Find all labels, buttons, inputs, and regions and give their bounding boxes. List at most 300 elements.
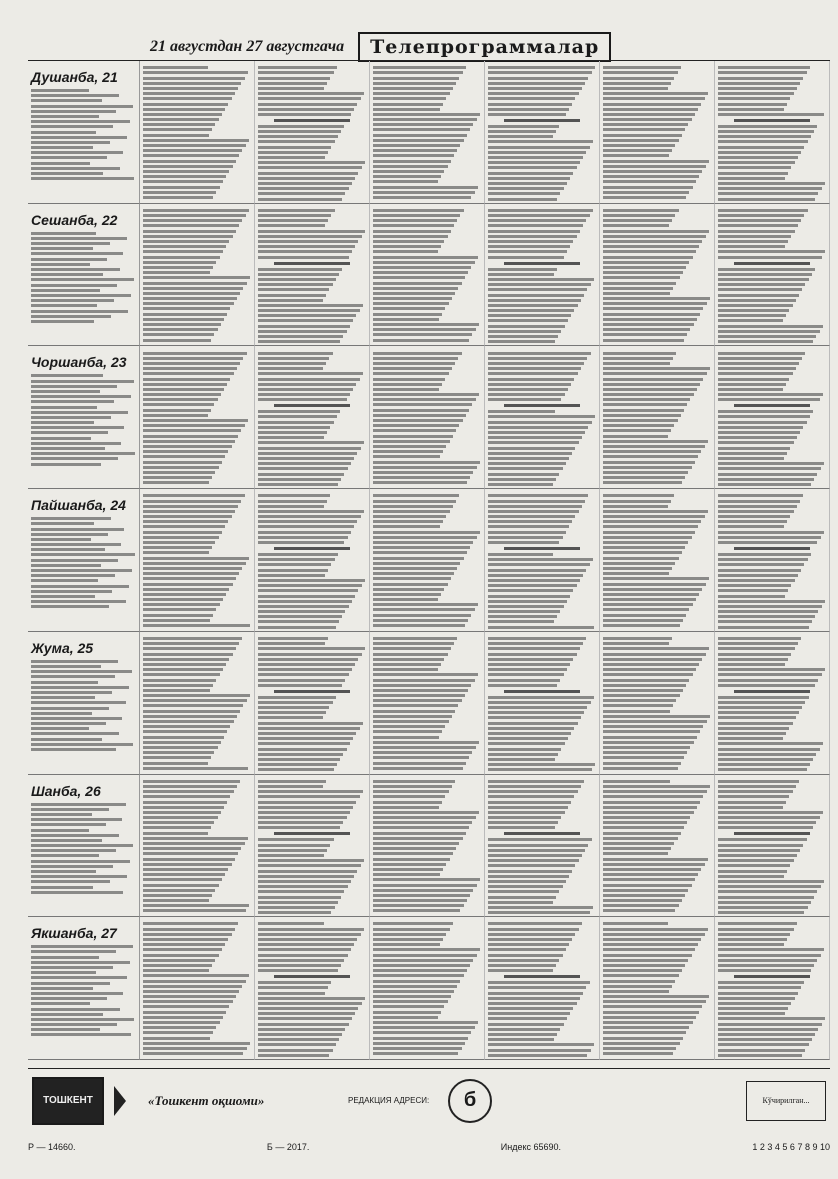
text-line xyxy=(143,837,248,840)
text-line xyxy=(488,462,566,465)
text-line xyxy=(603,624,680,627)
text-line xyxy=(143,974,249,977)
text-line xyxy=(373,214,460,217)
schedule-cell xyxy=(715,61,830,204)
text-line xyxy=(373,307,445,310)
text-line xyxy=(718,716,796,719)
text-line xyxy=(373,160,451,163)
text-line xyxy=(258,182,352,185)
text-line xyxy=(31,125,113,128)
text-line xyxy=(603,689,683,692)
text-line xyxy=(258,357,329,360)
text-line xyxy=(718,922,797,925)
text-line xyxy=(718,130,814,133)
text-line xyxy=(143,790,234,793)
arrow-icon xyxy=(114,1086,138,1116)
text-line xyxy=(143,909,246,912)
text-line xyxy=(718,209,808,212)
text-line xyxy=(488,780,584,783)
text-line xyxy=(373,71,463,74)
text-line xyxy=(143,445,232,448)
text-line xyxy=(603,736,697,739)
text-line xyxy=(258,224,325,227)
text-line xyxy=(143,964,212,967)
text-line xyxy=(143,123,215,126)
text-line xyxy=(31,1023,117,1026)
text-line xyxy=(31,675,115,678)
text-line xyxy=(143,191,216,194)
text-line xyxy=(603,756,684,759)
text-line xyxy=(373,520,443,523)
text-line xyxy=(603,435,668,438)
text-line xyxy=(373,261,475,264)
text-line xyxy=(718,742,823,745)
text-line xyxy=(258,309,360,312)
text-line xyxy=(143,393,221,396)
text-line xyxy=(143,704,243,707)
text-line xyxy=(143,572,239,575)
text-line xyxy=(734,119,810,122)
text-line xyxy=(718,574,798,577)
text-line xyxy=(31,982,110,985)
text-line xyxy=(373,154,454,157)
text-line xyxy=(488,325,565,328)
text-line xyxy=(31,880,110,883)
text-line xyxy=(31,590,112,593)
text-line xyxy=(603,751,687,754)
text-line xyxy=(488,478,556,481)
text-line xyxy=(734,690,810,693)
text-line xyxy=(603,429,671,432)
text-line xyxy=(143,302,234,305)
text-line xyxy=(258,880,351,883)
text-line xyxy=(274,832,350,835)
text-line xyxy=(603,653,706,656)
text-line xyxy=(373,790,449,793)
schedule-cell xyxy=(485,917,600,1060)
text-line xyxy=(488,933,575,936)
text-line xyxy=(488,452,572,455)
text-line xyxy=(258,1023,349,1026)
text-line xyxy=(603,276,680,279)
text-line xyxy=(603,450,701,453)
text-line xyxy=(143,414,208,417)
text-line xyxy=(603,235,706,238)
schedule-cell xyxy=(140,917,255,1060)
text-line xyxy=(373,256,478,259)
text-line xyxy=(258,340,340,343)
text-line xyxy=(373,362,455,365)
text-line xyxy=(603,175,699,178)
text-line xyxy=(718,182,825,185)
text-line xyxy=(373,510,450,513)
text-line xyxy=(373,868,443,871)
text-line xyxy=(31,237,127,240)
text-line xyxy=(603,440,708,443)
text-line xyxy=(143,567,242,570)
text-line xyxy=(258,447,361,450)
text-line xyxy=(488,330,561,333)
text-line xyxy=(488,885,563,888)
text-line xyxy=(373,191,475,194)
text-line xyxy=(603,230,709,233)
text-line xyxy=(258,304,363,307)
text-line xyxy=(718,875,784,878)
text-line xyxy=(603,943,698,946)
text-line xyxy=(143,409,211,412)
text-line xyxy=(373,873,440,876)
text-line xyxy=(603,71,678,74)
text-line xyxy=(488,383,571,386)
text-line xyxy=(373,398,476,401)
text-line xyxy=(488,372,578,375)
text-line xyxy=(603,762,681,765)
text-line xyxy=(488,87,582,90)
text-line xyxy=(258,642,325,645)
text-line xyxy=(143,92,235,95)
text-line xyxy=(258,574,325,577)
text-line xyxy=(373,175,441,178)
text-line xyxy=(488,1054,587,1057)
text-line xyxy=(718,294,799,297)
text-line xyxy=(373,224,454,227)
text-line xyxy=(488,880,566,883)
text-line xyxy=(143,780,240,783)
text-line xyxy=(488,77,588,80)
text-line xyxy=(31,823,106,826)
text-line xyxy=(603,928,708,931)
text-line xyxy=(373,821,472,824)
text-line xyxy=(718,415,810,418)
text-line xyxy=(31,559,118,562)
text-line xyxy=(603,715,710,718)
text-line xyxy=(734,404,810,407)
text-line xyxy=(373,1031,471,1034)
text-line xyxy=(603,868,701,871)
text-line xyxy=(143,684,213,687)
text-line xyxy=(31,1028,100,1031)
text-line xyxy=(488,668,567,671)
text-line xyxy=(258,875,354,878)
text-line xyxy=(718,240,788,243)
text-line xyxy=(488,1007,573,1010)
text-line xyxy=(603,409,684,412)
text-line xyxy=(718,372,793,375)
text-line xyxy=(373,403,472,406)
text-line xyxy=(143,318,224,321)
text-line xyxy=(504,975,580,978)
schedule-cell xyxy=(140,489,255,632)
text-line xyxy=(31,146,93,149)
text-line xyxy=(143,801,227,804)
text-line xyxy=(143,466,219,469)
text-line xyxy=(31,263,90,266)
text-line xyxy=(31,528,124,531)
text-line xyxy=(373,884,477,887)
text-line xyxy=(258,500,327,503)
text-line xyxy=(143,614,213,617)
text-line xyxy=(258,816,347,819)
day-label xyxy=(28,632,140,775)
text-line xyxy=(258,959,344,962)
text-line xyxy=(603,1026,689,1029)
text-line xyxy=(31,421,94,424)
text-line xyxy=(258,146,331,149)
text-line xyxy=(31,717,122,720)
text-line xyxy=(603,219,672,222)
text-line xyxy=(373,328,476,331)
text-line xyxy=(373,455,440,458)
text-line xyxy=(373,710,455,713)
text-line xyxy=(373,505,453,508)
text-line xyxy=(258,553,338,556)
text-line xyxy=(258,748,347,751)
text-line xyxy=(488,156,583,159)
text-line xyxy=(258,890,344,893)
text-line xyxy=(603,388,697,391)
text-line xyxy=(488,209,593,212)
text-line xyxy=(718,711,799,714)
text-line xyxy=(258,161,365,164)
text-line xyxy=(31,380,134,383)
text-line xyxy=(31,452,135,455)
schedule-cell xyxy=(715,346,830,489)
text-line xyxy=(143,541,215,544)
text-line xyxy=(603,191,689,194)
text-line xyxy=(31,738,102,741)
text-line xyxy=(31,533,108,536)
text-line xyxy=(373,1011,441,1014)
text-line xyxy=(718,309,789,312)
text-line xyxy=(143,608,216,611)
text-line xyxy=(31,278,134,281)
text-line xyxy=(31,1002,90,1005)
text-line xyxy=(603,481,682,484)
text-line xyxy=(718,1038,812,1041)
text-line xyxy=(258,505,324,508)
text-line xyxy=(488,864,575,867)
text-line xyxy=(718,821,816,824)
text-line xyxy=(718,335,816,338)
text-line xyxy=(718,494,803,497)
text-line xyxy=(143,852,238,855)
text-line xyxy=(603,318,697,321)
text-line xyxy=(488,806,568,809)
text-line xyxy=(734,975,810,978)
text-line xyxy=(718,214,804,217)
text-line xyxy=(718,589,788,592)
text-line xyxy=(143,767,248,770)
text-line xyxy=(143,878,222,881)
text-line xyxy=(373,149,457,152)
text-line xyxy=(734,262,810,265)
text-line xyxy=(373,435,453,438)
schedule-cell xyxy=(715,632,830,775)
text-line xyxy=(143,673,220,676)
text-line xyxy=(373,608,475,611)
text-line xyxy=(143,756,211,759)
text-line xyxy=(373,108,440,111)
text-line xyxy=(488,288,587,291)
text-line xyxy=(258,653,362,656)
text-line xyxy=(258,314,356,317)
text-line xyxy=(488,304,578,307)
text-line xyxy=(373,785,452,788)
text-line xyxy=(31,992,123,995)
text-line xyxy=(31,945,133,948)
text-line xyxy=(143,647,236,650)
text-line xyxy=(718,844,803,847)
text-line xyxy=(718,187,822,190)
text-line xyxy=(258,826,340,829)
text-line xyxy=(488,1012,570,1015)
text-line xyxy=(718,811,823,814)
text-line xyxy=(488,1038,554,1041)
schedule-cell xyxy=(370,917,485,1060)
text-line xyxy=(373,1016,438,1019)
text-line xyxy=(718,637,801,640)
schedule-cell xyxy=(255,917,370,1060)
text-line xyxy=(258,901,338,904)
text-line xyxy=(143,679,216,682)
text-line xyxy=(31,437,91,440)
text-line xyxy=(31,141,110,144)
text-line xyxy=(31,310,128,313)
text-line xyxy=(718,981,804,984)
schedule-cell xyxy=(140,632,255,775)
text-line xyxy=(143,603,220,606)
text-line xyxy=(143,435,238,438)
paper-name: «Тошкент оқшоми» xyxy=(148,1092,265,1108)
text-line xyxy=(373,653,448,656)
text-line xyxy=(373,271,468,274)
text-line xyxy=(143,113,222,116)
text-line xyxy=(603,647,709,650)
text-line xyxy=(258,483,338,486)
text-line xyxy=(258,87,324,90)
text-line xyxy=(718,447,790,450)
schedule-cell xyxy=(600,61,715,204)
text-line xyxy=(488,579,580,582)
text-line xyxy=(718,992,798,995)
text-line xyxy=(143,663,226,666)
text-line xyxy=(718,250,825,253)
text-line xyxy=(373,378,445,381)
text-line xyxy=(373,969,467,972)
text-line xyxy=(373,383,442,386)
text-line xyxy=(258,166,362,169)
text-line xyxy=(488,954,563,957)
text-line xyxy=(488,224,583,227)
text-line xyxy=(603,333,687,336)
text-line xyxy=(143,730,227,733)
text-line xyxy=(373,1052,458,1055)
text-line xyxy=(488,595,570,598)
text-line xyxy=(143,461,222,464)
text-line xyxy=(603,557,679,560)
text-line xyxy=(603,837,678,840)
text-line xyxy=(718,701,805,704)
text-line xyxy=(504,832,580,835)
text-line xyxy=(143,333,214,336)
text-line xyxy=(143,899,209,902)
text-line xyxy=(603,1037,683,1040)
text-line xyxy=(258,663,355,666)
text-line xyxy=(488,240,573,243)
text-line xyxy=(718,943,784,946)
text-line xyxy=(488,357,587,360)
text-line xyxy=(31,849,116,852)
text-line xyxy=(718,135,811,138)
text-line xyxy=(718,362,799,365)
text-line xyxy=(258,172,358,175)
text-line xyxy=(31,115,99,118)
text-line xyxy=(258,1033,342,1036)
text-line xyxy=(488,515,575,518)
text-line xyxy=(373,889,473,892)
text-line xyxy=(603,339,684,342)
text-line xyxy=(373,97,446,100)
text-line xyxy=(31,987,93,990)
text-line xyxy=(718,172,788,175)
text-line xyxy=(258,711,326,714)
text-line xyxy=(258,426,330,429)
text-line xyxy=(274,547,350,550)
text-line xyxy=(603,725,703,728)
text-line xyxy=(603,710,670,713)
text-line xyxy=(143,577,236,580)
text-line xyxy=(258,398,347,401)
text-line xyxy=(31,1013,103,1016)
text-line xyxy=(718,801,786,804)
text-line xyxy=(718,928,794,931)
text-line xyxy=(31,956,99,959)
text-line xyxy=(603,160,709,163)
text-line xyxy=(258,103,357,106)
text-line xyxy=(258,986,328,989)
text-line xyxy=(258,219,328,222)
text-line xyxy=(373,816,476,819)
bottom-strip xyxy=(28,1142,830,1162)
text-line xyxy=(258,510,364,513)
text-line xyxy=(718,753,816,756)
text-line xyxy=(31,151,123,154)
text-line xyxy=(603,614,686,617)
schedule-cell xyxy=(255,61,370,204)
text-line xyxy=(488,737,568,740)
text-line xyxy=(603,1016,696,1019)
text-line xyxy=(143,821,214,824)
text-line xyxy=(373,985,457,988)
text-line xyxy=(143,186,220,189)
text-line xyxy=(603,658,702,661)
text-line xyxy=(258,71,334,74)
text-line xyxy=(718,658,788,661)
text-line xyxy=(143,357,243,360)
text-line xyxy=(603,588,702,591)
text-line xyxy=(603,889,688,892)
text-line xyxy=(31,600,126,603)
text-line xyxy=(603,785,710,788)
text-line xyxy=(373,139,464,142)
text-line xyxy=(603,858,708,861)
text-line xyxy=(488,870,572,873)
text-line xyxy=(718,256,822,259)
text-line xyxy=(258,821,343,824)
text-line xyxy=(373,440,450,443)
text-line xyxy=(718,986,801,989)
text-line xyxy=(373,948,480,951)
